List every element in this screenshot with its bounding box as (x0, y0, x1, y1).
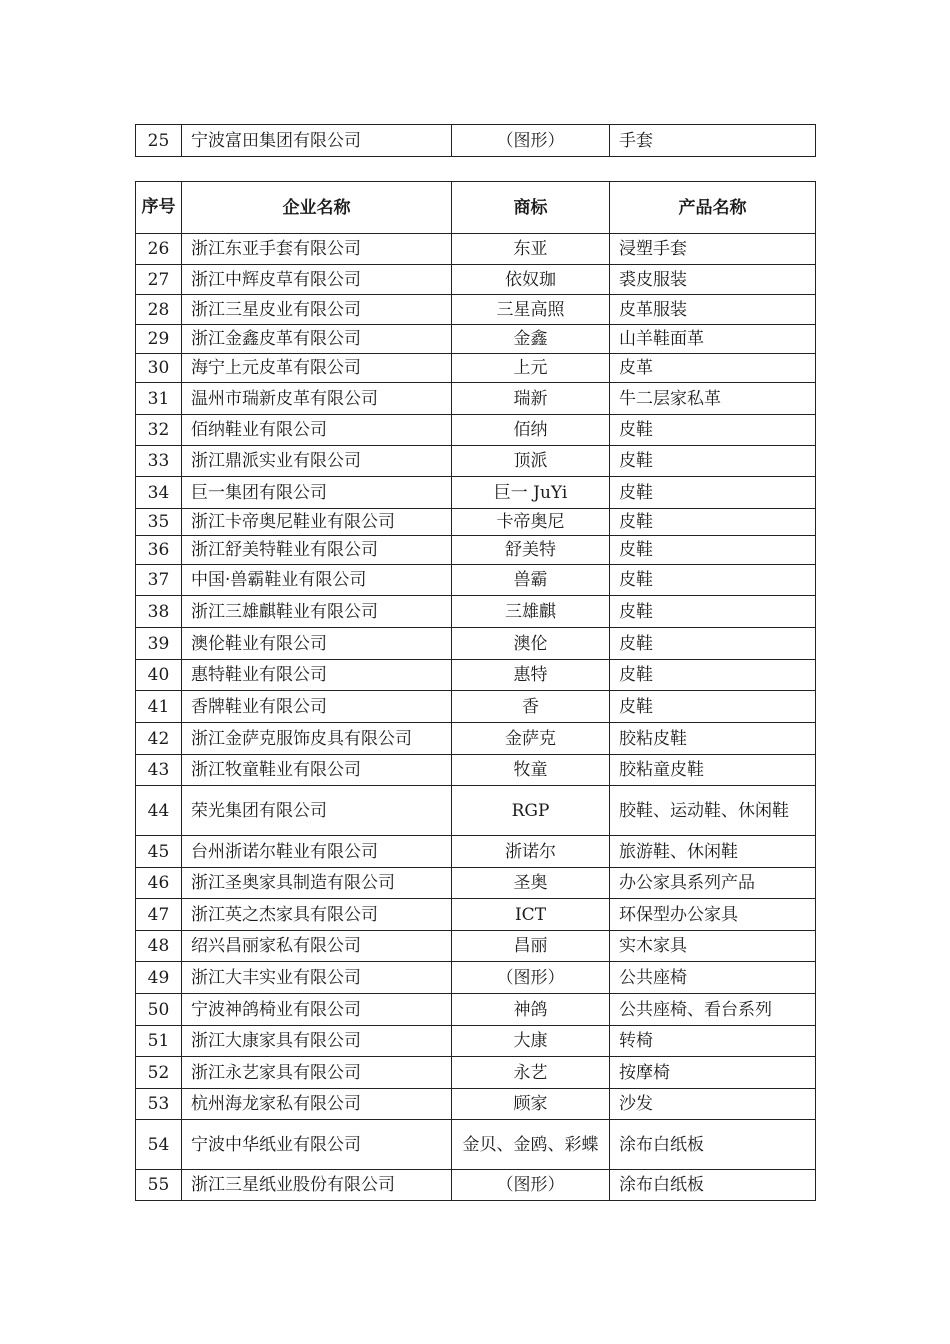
cell-product: 山羊鞋面革 (610, 325, 816, 354)
table-row (136, 325, 816, 354)
cell-no: 37 (136, 565, 182, 596)
cell-company: 惠特鞋业有限公司 (182, 660, 452, 691)
cell-mark: 瑞新 (452, 383, 610, 415)
table-row (136, 477, 816, 509)
cell-product: 胶粘童皮鞋 (610, 755, 816, 786)
cell-company: 中国·兽霸鞋业有限公司 (182, 565, 452, 596)
cell-no: 33 (136, 446, 182, 477)
cell-no: 30 (136, 354, 182, 383)
cell-mark: 佰纳 (452, 415, 610, 446)
cell-no: 53 (136, 1089, 182, 1120)
table-row (136, 660, 816, 691)
cell-company: 浙江金萨克服饰皮具有限公司 (182, 723, 452, 755)
cell-mark: 圣奥 (452, 868, 610, 899)
cell-mark: 神鸽 (452, 994, 610, 1026)
table-header (136, 182, 816, 234)
cell-no: 42 (136, 723, 182, 755)
cell-mark: 卡帝奥尼 (452, 509, 610, 536)
table-row (136, 899, 816, 931)
cell-no: 35 (136, 509, 182, 536)
cell-no: 51 (136, 1026, 182, 1057)
cell-product: 旅游鞋、休闲鞋 (610, 836, 816, 868)
table-row (136, 1057, 816, 1089)
cell-product: 皮革 (610, 354, 816, 383)
cell-no: 27 (136, 265, 182, 295)
cell-product: 皮鞋 (610, 691, 816, 723)
table-row (136, 691, 816, 723)
cell-product: 皮鞋 (610, 628, 816, 660)
cell-company: 浙江卡帝奥尼鞋业有限公司 (182, 509, 452, 536)
cell-company: 浙江大康家具有限公司 (182, 1026, 452, 1057)
cell-no: 55 (136, 1170, 182, 1201)
cell-mark: 兽霸 (452, 565, 610, 596)
cell-product: 浸塑手套 (610, 234, 816, 265)
cell-mark: （图形） (452, 1170, 610, 1201)
cell-mark: 上元 (452, 354, 610, 383)
cell-mark: 浙诺尔 (452, 836, 610, 868)
table-row (136, 415, 816, 446)
table-row (136, 962, 816, 994)
table-row (136, 1120, 816, 1170)
cell-company: 台州浙诺尔鞋业有限公司 (182, 836, 452, 868)
cell-no: 49 (136, 962, 182, 994)
cell-company: 浙江牧童鞋业有限公司 (182, 755, 452, 786)
cell-mark: 澳伦 (452, 628, 610, 660)
cell-product: 胶鞋、运动鞋、休闲鞋 (610, 786, 816, 836)
cell-product: 沙发 (610, 1089, 816, 1120)
cell-product: 皮鞋 (610, 415, 816, 446)
table-row (136, 723, 816, 755)
cell-mark: （图形） (452, 962, 610, 994)
enterprise-table-body (136, 234, 816, 1201)
cell-company: 宁波神鸽椅业有限公司 (182, 994, 452, 1026)
cell-product: 皮鞋 (610, 536, 816, 565)
table-row (136, 868, 816, 899)
cell-company: 澳伦鞋业有限公司 (182, 628, 452, 660)
header-mark: 商标 (452, 182, 610, 234)
cell-company: 杭州海龙家私有限公司 (182, 1089, 452, 1120)
table-row (136, 536, 816, 565)
cell-company: 浙江舒美特鞋业有限公司 (182, 536, 452, 565)
cell-mark: （图形） (452, 125, 610, 157)
cell-company: 浙江三星皮业有限公司 (182, 295, 452, 325)
cell-company: 佰纳鞋业有限公司 (182, 415, 452, 446)
cell-product: 皮鞋 (610, 509, 816, 536)
cell-product: 皮鞋 (610, 660, 816, 691)
cell-no: 50 (136, 994, 182, 1026)
cell-company: 海宁上元皮革有限公司 (182, 354, 452, 383)
table-row (136, 383, 816, 415)
cell-no: 41 (136, 691, 182, 723)
cell-product: 公共座椅 (610, 962, 816, 994)
cell-mark: RGP (452, 786, 610, 836)
table-row (136, 628, 816, 660)
table-row (136, 565, 816, 596)
cell-company: 浙江金鑫皮革有限公司 (182, 325, 452, 354)
cell-no: 46 (136, 868, 182, 899)
cell-no: 47 (136, 899, 182, 931)
cell-company: 浙江中辉皮草有限公司 (182, 265, 452, 295)
table-row (136, 125, 816, 157)
cell-no: 32 (136, 415, 182, 446)
cell-no: 26 (136, 234, 182, 265)
cell-no: 39 (136, 628, 182, 660)
cell-company: 浙江圣奥家具制造有限公司 (182, 868, 452, 899)
cell-company: 宁波中华纸业有限公司 (182, 1120, 452, 1170)
cell-no: 31 (136, 383, 182, 415)
continuation-table-body (136, 125, 816, 157)
cell-no: 54 (136, 1120, 182, 1170)
cell-product: 按摩椅 (610, 1057, 816, 1089)
cell-company: 绍兴昌丽家私有限公司 (182, 931, 452, 962)
cell-company: 浙江鼎派实业有限公司 (182, 446, 452, 477)
cell-no: 38 (136, 596, 182, 628)
cell-product: 皮鞋 (610, 596, 816, 628)
table-row (136, 1026, 816, 1057)
header-product: 产品名称 (610, 182, 816, 234)
cell-mark: 三星高照 (452, 295, 610, 325)
table-row (136, 786, 816, 836)
cell-product: 办公家具系列产品 (610, 868, 816, 899)
cell-product: 涂布白纸板 (610, 1120, 816, 1170)
cell-company: 浙江东亚手套有限公司 (182, 234, 452, 265)
cell-mark: 东亚 (452, 234, 610, 265)
cell-no: 45 (136, 836, 182, 868)
cell-no: 34 (136, 477, 182, 509)
table-row (136, 755, 816, 786)
cell-no: 40 (136, 660, 182, 691)
cell-no: 36 (136, 536, 182, 565)
table-row (136, 446, 816, 477)
cell-no: 44 (136, 786, 182, 836)
table-row (136, 354, 816, 383)
cell-no: 28 (136, 295, 182, 325)
header-company: 企业名称 (182, 182, 452, 234)
cell-company: 宁波富田集团有限公司 (182, 125, 452, 157)
cell-mark: 三雄麒 (452, 596, 610, 628)
cell-product: 转椅 (610, 1026, 816, 1057)
table-row (136, 1089, 816, 1120)
cell-company: 浙江大丰实业有限公司 (182, 962, 452, 994)
cell-product: 皮鞋 (610, 565, 816, 596)
cell-company: 荣光集团有限公司 (182, 786, 452, 836)
table-row (136, 234, 816, 265)
cell-mark: 顶派 (452, 446, 610, 477)
cell-product: 皮革服装 (610, 295, 816, 325)
cell-product: 涂布白纸板 (610, 1170, 816, 1201)
cell-product: 裘皮服装 (610, 265, 816, 295)
cell-product: 手套 (610, 125, 816, 157)
table-row (136, 509, 816, 536)
cell-mark: 永艺 (452, 1057, 610, 1089)
cell-product: 公共座椅、看台系列 (610, 994, 816, 1026)
table-row (136, 836, 816, 868)
cell-no: 48 (136, 931, 182, 962)
cell-company: 香牌鞋业有限公司 (182, 691, 452, 723)
cell-mark: 惠特 (452, 660, 610, 691)
cell-mark: 舒美特 (452, 536, 610, 565)
cell-company: 浙江永艺家具有限公司 (182, 1057, 452, 1089)
table-row (136, 295, 816, 325)
cell-mark: 香 (452, 691, 610, 723)
cell-mark: 金贝、金鸥、彩蝶 (452, 1120, 610, 1170)
cell-company: 浙江英之杰家具有限公司 (182, 899, 452, 931)
cell-no: 29 (136, 325, 182, 354)
cell-product: 实木家具 (610, 931, 816, 962)
table-row (136, 596, 816, 628)
cell-mark: 金鑫 (452, 325, 610, 354)
cell-product: 胶粘皮鞋 (610, 723, 816, 755)
table-row (136, 1170, 816, 1201)
cell-no: 25 (136, 125, 182, 157)
cell-product: 皮鞋 (610, 446, 816, 477)
cell-company: 浙江三星纸业股份有限公司 (182, 1170, 452, 1201)
cell-company: 巨一集团有限公司 (182, 477, 452, 509)
cell-mark: 巨一 JuYi (452, 477, 610, 509)
cell-company: 温州市瑞新皮革有限公司 (182, 383, 452, 415)
cell-company: 浙江三雄麒鞋业有限公司 (182, 596, 452, 628)
continuation-table (135, 124, 816, 157)
table-row (136, 994, 816, 1026)
cell-no: 52 (136, 1057, 182, 1089)
table-row (136, 931, 816, 962)
cell-mark: ICT (452, 899, 610, 931)
cell-product: 环保型办公家具 (610, 899, 816, 931)
cell-mark: 大康 (452, 1026, 610, 1057)
cell-mark: 顾家 (452, 1089, 610, 1120)
cell-product: 牛二层家私革 (610, 383, 816, 415)
enterprise-table (135, 181, 816, 1201)
table-row (136, 265, 816, 295)
cell-mark: 牧童 (452, 755, 610, 786)
header-row (136, 182, 816, 234)
header-no: 序号 (136, 182, 182, 234)
cell-mark: 昌丽 (452, 931, 610, 962)
cell-mark: 金萨克 (452, 723, 610, 755)
cell-product: 皮鞋 (610, 477, 816, 509)
cell-mark: 依奴珈 (452, 265, 610, 295)
cell-no: 43 (136, 755, 182, 786)
